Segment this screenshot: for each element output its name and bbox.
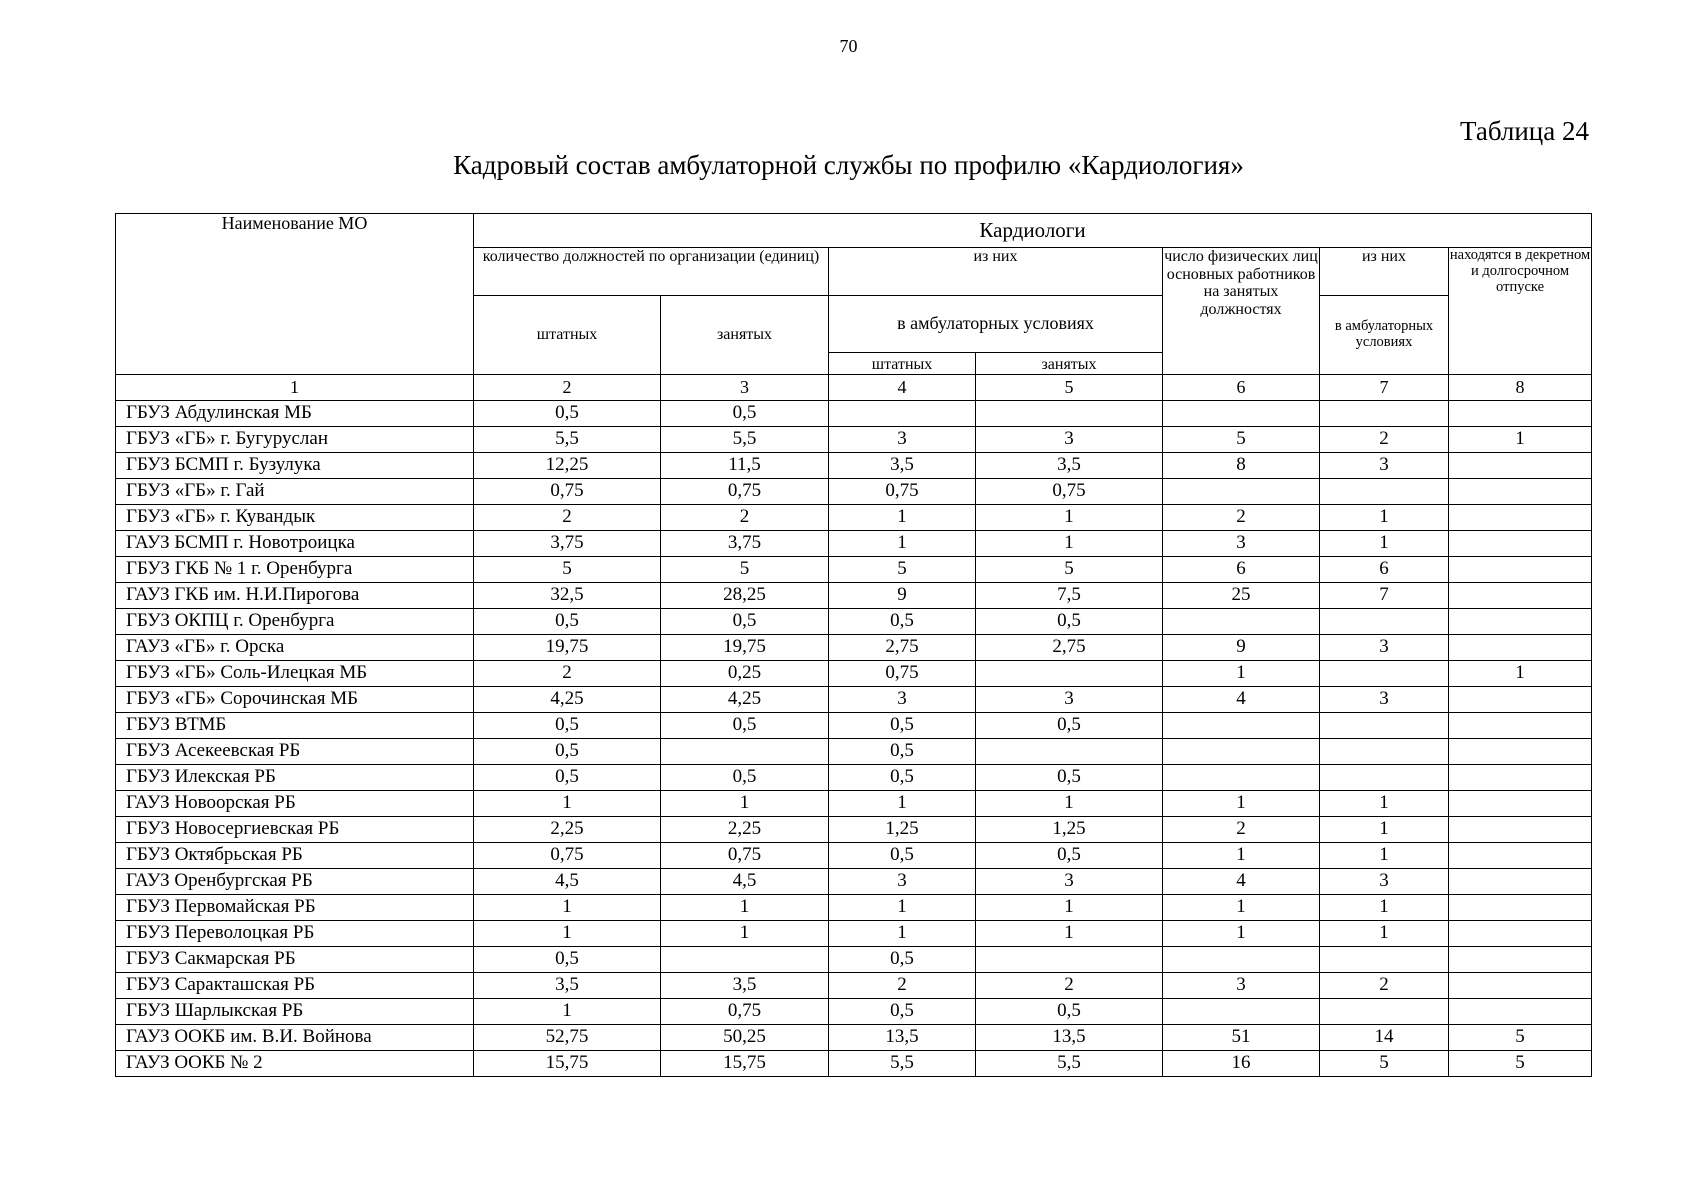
table-cell: 2,75 bbox=[829, 635, 976, 661]
table-cell: 0,75 bbox=[661, 843, 829, 869]
table-cell: 0,5 bbox=[976, 609, 1163, 635]
table-cell: 7,5 bbox=[976, 583, 1163, 609]
table-cell: 32,5 bbox=[474, 583, 661, 609]
table-header bbox=[116, 214, 1592, 401]
table-row bbox=[116, 427, 1592, 453]
table-cell: 0,5 bbox=[661, 765, 829, 791]
table-cell: 0,5 bbox=[976, 999, 1163, 1025]
table-cell: 3,5 bbox=[976, 453, 1163, 479]
column-number: 1 bbox=[116, 375, 474, 401]
table-row bbox=[116, 713, 1592, 739]
table-cell: 3 bbox=[1163, 531, 1320, 557]
table-row bbox=[116, 453, 1592, 479]
table-cell: 6 bbox=[1320, 557, 1449, 583]
table-cell: 8 bbox=[1163, 453, 1320, 479]
organization-name: ГАУЗ ГКБ им. Н.И.Пирогова bbox=[116, 583, 474, 609]
table-row bbox=[116, 557, 1592, 583]
table-cell: 0,5 bbox=[829, 843, 976, 869]
table-cell: 0,5 bbox=[829, 765, 976, 791]
table-cell: 2,25 bbox=[661, 817, 829, 843]
organization-name: ГАУЗ Оренбургская РБ bbox=[116, 869, 474, 895]
table-cell bbox=[1320, 609, 1449, 635]
header-staff-amb: штатных bbox=[829, 353, 976, 375]
table-cell: 3 bbox=[1320, 687, 1449, 713]
header-positions: количество должностей по организации (единиц) bbox=[474, 248, 829, 296]
table-cell: 3 bbox=[976, 869, 1163, 895]
organization-name: ГБУЗ Октябрьская РБ bbox=[116, 843, 474, 869]
table-cell bbox=[1449, 999, 1592, 1025]
table-cell: 1 bbox=[1320, 505, 1449, 531]
table-cell: 2 bbox=[976, 973, 1163, 999]
organization-name: ГБУЗ Асекеевская РБ bbox=[116, 739, 474, 765]
table-cell: 1 bbox=[829, 921, 976, 947]
table-cell bbox=[1449, 557, 1592, 583]
table-cell: 9 bbox=[1163, 635, 1320, 661]
table-cell: 0,5 bbox=[829, 609, 976, 635]
table-cell: 3 bbox=[976, 427, 1163, 453]
table-cell: 0,5 bbox=[474, 713, 661, 739]
table-cell: 1 bbox=[1320, 531, 1449, 557]
table-cell: 0,5 bbox=[976, 765, 1163, 791]
organization-name: ГБУЗ Первомайская РБ bbox=[116, 895, 474, 921]
table-cell: 5 bbox=[661, 557, 829, 583]
table-cell bbox=[1163, 401, 1320, 427]
table-cell bbox=[1449, 895, 1592, 921]
organization-name: ГБУЗ Шарлыкская РБ bbox=[116, 999, 474, 1025]
table-cell: 1 bbox=[474, 895, 661, 921]
page-number: 70 bbox=[839, 36, 858, 56]
table-body bbox=[116, 401, 1592, 1077]
organization-name: ГБУЗ ОКПЦ г. Оренбурга bbox=[116, 609, 474, 635]
table-cell: 51 bbox=[1163, 1025, 1320, 1051]
table-cell bbox=[1449, 817, 1592, 843]
table-cell bbox=[829, 401, 976, 427]
table-cell bbox=[1449, 505, 1592, 531]
table-cell: 0,75 bbox=[661, 479, 829, 505]
table-cell: 28,25 bbox=[661, 583, 829, 609]
table-cell: 3 bbox=[976, 687, 1163, 713]
header-name: Наименование МО bbox=[116, 214, 474, 375]
organization-name: ГБУЗ ГКБ № 1 г. Оренбурга bbox=[116, 557, 474, 583]
table-row bbox=[116, 999, 1592, 1025]
table-row bbox=[116, 1025, 1592, 1051]
table-row bbox=[116, 609, 1592, 635]
table-cell: 9 bbox=[829, 583, 976, 609]
table-cell: 1 bbox=[1320, 817, 1449, 843]
table-cell: 0,5 bbox=[829, 999, 976, 1025]
table-cell: 0,5 bbox=[474, 765, 661, 791]
table-cell: 3 bbox=[1320, 869, 1449, 895]
header-individuals: число физических лиц основных работников на занятых должностях bbox=[1163, 248, 1320, 375]
table-cell: 5,5 bbox=[976, 1051, 1163, 1077]
column-number: 2 bbox=[474, 375, 661, 401]
table-cell: 7 bbox=[1320, 583, 1449, 609]
header-cardiologists: Кардиологи bbox=[474, 214, 1592, 248]
table-cell: 0,5 bbox=[474, 609, 661, 635]
table-cell: 1,25 bbox=[976, 817, 1163, 843]
table-cell bbox=[1320, 739, 1449, 765]
table-cell: 1 bbox=[1449, 661, 1592, 687]
document-title: Кадровый состав амбулаторной службы по профилю «Кардиология» bbox=[453, 150, 1244, 180]
table-cell: 15,75 bbox=[474, 1051, 661, 1077]
header-occupied-amb: занятых bbox=[976, 353, 1163, 375]
table-cell: 2,25 bbox=[474, 817, 661, 843]
table-cell bbox=[1320, 765, 1449, 791]
table-cell: 0,5 bbox=[661, 609, 829, 635]
table-row bbox=[116, 583, 1592, 609]
organization-name: ГБУЗ «ГБ» г. Бугуруслан bbox=[116, 427, 474, 453]
table-cell: 1 bbox=[474, 791, 661, 817]
table-cell: 1 bbox=[1320, 843, 1449, 869]
table-cell bbox=[976, 739, 1163, 765]
table-cell: 5,5 bbox=[661, 427, 829, 453]
organization-name: ГАУЗ Новоорская РБ bbox=[116, 791, 474, 817]
table-cell: 19,75 bbox=[474, 635, 661, 661]
table-cell bbox=[1449, 765, 1592, 791]
table-cell: 1,25 bbox=[829, 817, 976, 843]
table-cell: 25 bbox=[1163, 583, 1320, 609]
table-cell: 6 bbox=[1163, 557, 1320, 583]
table-cell: 5 bbox=[1320, 1051, 1449, 1077]
staff-table bbox=[115, 213, 1592, 1077]
table-cell bbox=[976, 401, 1163, 427]
table-cell bbox=[1163, 713, 1320, 739]
table-cell: 2 bbox=[829, 973, 976, 999]
header-of-them: из них bbox=[829, 248, 1163, 296]
table-cell bbox=[1320, 661, 1449, 687]
table-cell: 0,5 bbox=[661, 713, 829, 739]
table-cell bbox=[1449, 947, 1592, 973]
table-row bbox=[116, 739, 1592, 765]
table-cell: 2 bbox=[1320, 427, 1449, 453]
table-cell: 3 bbox=[1320, 635, 1449, 661]
table-cell: 2 bbox=[474, 505, 661, 531]
table-cell: 1 bbox=[1163, 895, 1320, 921]
table-cell: 4,5 bbox=[661, 869, 829, 895]
table-cell: 1 bbox=[829, 505, 976, 531]
table-cell: 0,75 bbox=[474, 479, 661, 505]
table-cell: 19,75 bbox=[661, 635, 829, 661]
header-leave: находятся в декретном и долгосрочном отпуске bbox=[1449, 248, 1592, 375]
table-row bbox=[116, 817, 1592, 843]
header-ambulatory: в амбулаторных условиях bbox=[829, 296, 1163, 353]
table-row bbox=[116, 531, 1592, 557]
table-cell: 2 bbox=[1320, 973, 1449, 999]
table-cell bbox=[1320, 401, 1449, 427]
table-row bbox=[116, 661, 1592, 687]
table-cell: 1 bbox=[976, 531, 1163, 557]
organization-name: ГБУЗ «ГБ» Сорочинская МБ bbox=[116, 687, 474, 713]
table-cell: 5 bbox=[1449, 1051, 1592, 1077]
table-row bbox=[116, 505, 1592, 531]
table-cell bbox=[1449, 921, 1592, 947]
table-cell bbox=[1163, 947, 1320, 973]
table-cell bbox=[976, 947, 1163, 973]
table-cell: 1 bbox=[1163, 843, 1320, 869]
table-cell bbox=[661, 947, 829, 973]
table-cell: 3 bbox=[829, 687, 976, 713]
column-number: 6 bbox=[1163, 375, 1320, 401]
header-of-them-2: из них bbox=[1320, 248, 1449, 296]
column-number: 4 bbox=[829, 375, 976, 401]
table-cell bbox=[1449, 479, 1592, 505]
table-cell bbox=[1163, 999, 1320, 1025]
table-cell bbox=[1163, 765, 1320, 791]
table-cell: 5,5 bbox=[474, 427, 661, 453]
table-cell bbox=[1449, 739, 1592, 765]
table-cell: 4 bbox=[1163, 869, 1320, 895]
table-row bbox=[116, 921, 1592, 947]
table-cell: 1 bbox=[829, 791, 976, 817]
table-cell: 14 bbox=[1320, 1025, 1449, 1051]
table-cell bbox=[1320, 999, 1449, 1025]
table-cell: 5 bbox=[976, 557, 1163, 583]
table-cell: 4 bbox=[1163, 687, 1320, 713]
table-cell: 5 bbox=[1163, 427, 1320, 453]
column-number: 5 bbox=[976, 375, 1163, 401]
organization-name: ГАУЗ БСМП г. Новотроицка bbox=[116, 531, 474, 557]
table-cell bbox=[1449, 843, 1592, 869]
table-cell: 0,5 bbox=[474, 739, 661, 765]
table-cell bbox=[1449, 973, 1592, 999]
table-cell bbox=[1163, 609, 1320, 635]
table-cell: 5 bbox=[474, 557, 661, 583]
header-occupied: занятых bbox=[661, 296, 829, 375]
table-cell: 5,5 bbox=[829, 1051, 976, 1077]
table-cell: 3,5 bbox=[661, 973, 829, 999]
table-row bbox=[116, 635, 1592, 661]
organization-name: ГБУЗ «ГБ» г. Кувандык bbox=[116, 505, 474, 531]
table-cell bbox=[1449, 401, 1592, 427]
table-cell bbox=[1449, 453, 1592, 479]
table-cell bbox=[1320, 947, 1449, 973]
table-cell bbox=[1449, 531, 1592, 557]
table-row bbox=[116, 869, 1592, 895]
table-cell: 4,5 bbox=[474, 869, 661, 895]
table-cell: 1 bbox=[661, 895, 829, 921]
table-cell: 0,75 bbox=[829, 661, 976, 687]
table-cell: 0,5 bbox=[829, 713, 976, 739]
table-cell: 1 bbox=[1163, 661, 1320, 687]
organization-name: ГБУЗ ВТМБ bbox=[116, 713, 474, 739]
table-cell: 3,5 bbox=[829, 453, 976, 479]
table-cell: 3 bbox=[829, 427, 976, 453]
header-staff: штатных bbox=[474, 296, 661, 375]
table-cell bbox=[1320, 713, 1449, 739]
table-row bbox=[116, 765, 1592, 791]
table-cell bbox=[1163, 479, 1320, 505]
table-row bbox=[116, 1051, 1592, 1077]
table-cell: 2,75 bbox=[976, 635, 1163, 661]
organization-name: ГБУЗ Саракташская РБ bbox=[116, 973, 474, 999]
table-cell bbox=[1449, 687, 1592, 713]
organization-name: ГАУЗ ООКБ им. В.И. Войнова bbox=[116, 1025, 474, 1051]
table-cell: 0,75 bbox=[829, 479, 976, 505]
table-cell bbox=[1449, 791, 1592, 817]
organization-name: ГБУЗ Переволоцкая РБ bbox=[116, 921, 474, 947]
table-row bbox=[116, 687, 1592, 713]
table-label: Таблица 24 bbox=[1460, 116, 1589, 146]
table-cell: 1 bbox=[474, 999, 661, 1025]
column-number: 8 bbox=[1449, 375, 1592, 401]
table-cell: 16 bbox=[1163, 1051, 1320, 1077]
column-number-row bbox=[116, 375, 1592, 401]
table-row bbox=[116, 843, 1592, 869]
organization-name: ГБУЗ «ГБ» г. Гай bbox=[116, 479, 474, 505]
column-number: 3 bbox=[661, 375, 829, 401]
table-cell: 1 bbox=[829, 531, 976, 557]
table-cell bbox=[1449, 609, 1592, 635]
table-cell: 1 bbox=[976, 895, 1163, 921]
table-cell: 4,25 bbox=[661, 687, 829, 713]
table-cell: 0,5 bbox=[829, 947, 976, 973]
table-row bbox=[116, 791, 1592, 817]
table-cell: 1 bbox=[1320, 895, 1449, 921]
table-cell: 1 bbox=[661, 921, 829, 947]
table-cell: 1 bbox=[1449, 427, 1592, 453]
organization-name: ГБУЗ Абдулинская МБ bbox=[116, 401, 474, 427]
table-cell bbox=[1163, 739, 1320, 765]
table-cell: 3 bbox=[829, 869, 976, 895]
table-cell: 2 bbox=[1163, 505, 1320, 531]
table-cell: 0,5 bbox=[474, 401, 661, 427]
table-cell: 15,75 bbox=[661, 1051, 829, 1077]
table-cell: 0,75 bbox=[661, 999, 829, 1025]
table-cell: 11,5 bbox=[661, 453, 829, 479]
table-cell: 3 bbox=[1163, 973, 1320, 999]
table-cell: 1 bbox=[1163, 791, 1320, 817]
table-cell: 0,5 bbox=[976, 713, 1163, 739]
column-number: 7 bbox=[1320, 375, 1449, 401]
table-cell: 3,75 bbox=[474, 531, 661, 557]
table-cell: 0,75 bbox=[474, 843, 661, 869]
table-cell: 4,25 bbox=[474, 687, 661, 713]
organization-name: ГБУЗ «ГБ» Соль-Илецкая МБ bbox=[116, 661, 474, 687]
header-amb-individuals: в амбулаторных условиях bbox=[1320, 296, 1449, 375]
table-cell: 3,5 bbox=[474, 973, 661, 999]
table-cell bbox=[976, 661, 1163, 687]
organization-name: ГБУЗ Новосергиевская РБ bbox=[116, 817, 474, 843]
table-cell: 2 bbox=[661, 505, 829, 531]
table-cell: 0,5 bbox=[976, 843, 1163, 869]
table-cell: 3 bbox=[1320, 453, 1449, 479]
table-cell: 1 bbox=[661, 791, 829, 817]
table-cell: 1 bbox=[1320, 921, 1449, 947]
table-row bbox=[116, 401, 1592, 427]
table-cell: 0,5 bbox=[661, 401, 829, 427]
table-cell: 2 bbox=[1163, 817, 1320, 843]
table-cell: 1 bbox=[976, 791, 1163, 817]
table-cell: 2 bbox=[474, 661, 661, 687]
table-cell bbox=[1449, 635, 1592, 661]
table-cell: 0,5 bbox=[829, 739, 976, 765]
table-cell: 1 bbox=[474, 921, 661, 947]
table-row bbox=[116, 895, 1592, 921]
table-cell: 1 bbox=[1163, 921, 1320, 947]
table-cell bbox=[1449, 713, 1592, 739]
table-cell bbox=[1449, 869, 1592, 895]
table-row bbox=[116, 947, 1592, 973]
table-cell: 3,75 bbox=[661, 531, 829, 557]
table-cell bbox=[1320, 479, 1449, 505]
table-cell: 13,5 bbox=[976, 1025, 1163, 1051]
organization-name: ГАУЗ «ГБ» г. Орска bbox=[116, 635, 474, 661]
table-row bbox=[116, 479, 1592, 505]
table-cell: 1 bbox=[976, 921, 1163, 947]
table-cell: 0,75 bbox=[976, 479, 1163, 505]
table-cell: 1 bbox=[829, 895, 976, 921]
table-cell: 1 bbox=[976, 505, 1163, 531]
organization-name: ГБУЗ Илекская РБ bbox=[116, 765, 474, 791]
table-cell: 52,75 bbox=[474, 1025, 661, 1051]
organization-name: ГАУЗ ООКБ № 2 bbox=[116, 1051, 474, 1077]
table-cell: 0,5 bbox=[474, 947, 661, 973]
table-cell: 12,25 bbox=[474, 453, 661, 479]
table-cell: 50,25 bbox=[661, 1025, 829, 1051]
table-cell: 0,25 bbox=[661, 661, 829, 687]
table-cell bbox=[1449, 583, 1592, 609]
table-row bbox=[116, 973, 1592, 999]
table-cell bbox=[661, 739, 829, 765]
table-cell: 5 bbox=[829, 557, 976, 583]
organization-name: ГБУЗ Сакмарская РБ bbox=[116, 947, 474, 973]
organization-name: ГБУЗ БСМП г. Бузулука bbox=[116, 453, 474, 479]
table-cell: 13,5 bbox=[829, 1025, 976, 1051]
table-cell: 1 bbox=[1320, 791, 1449, 817]
table-cell: 5 bbox=[1449, 1025, 1592, 1051]
